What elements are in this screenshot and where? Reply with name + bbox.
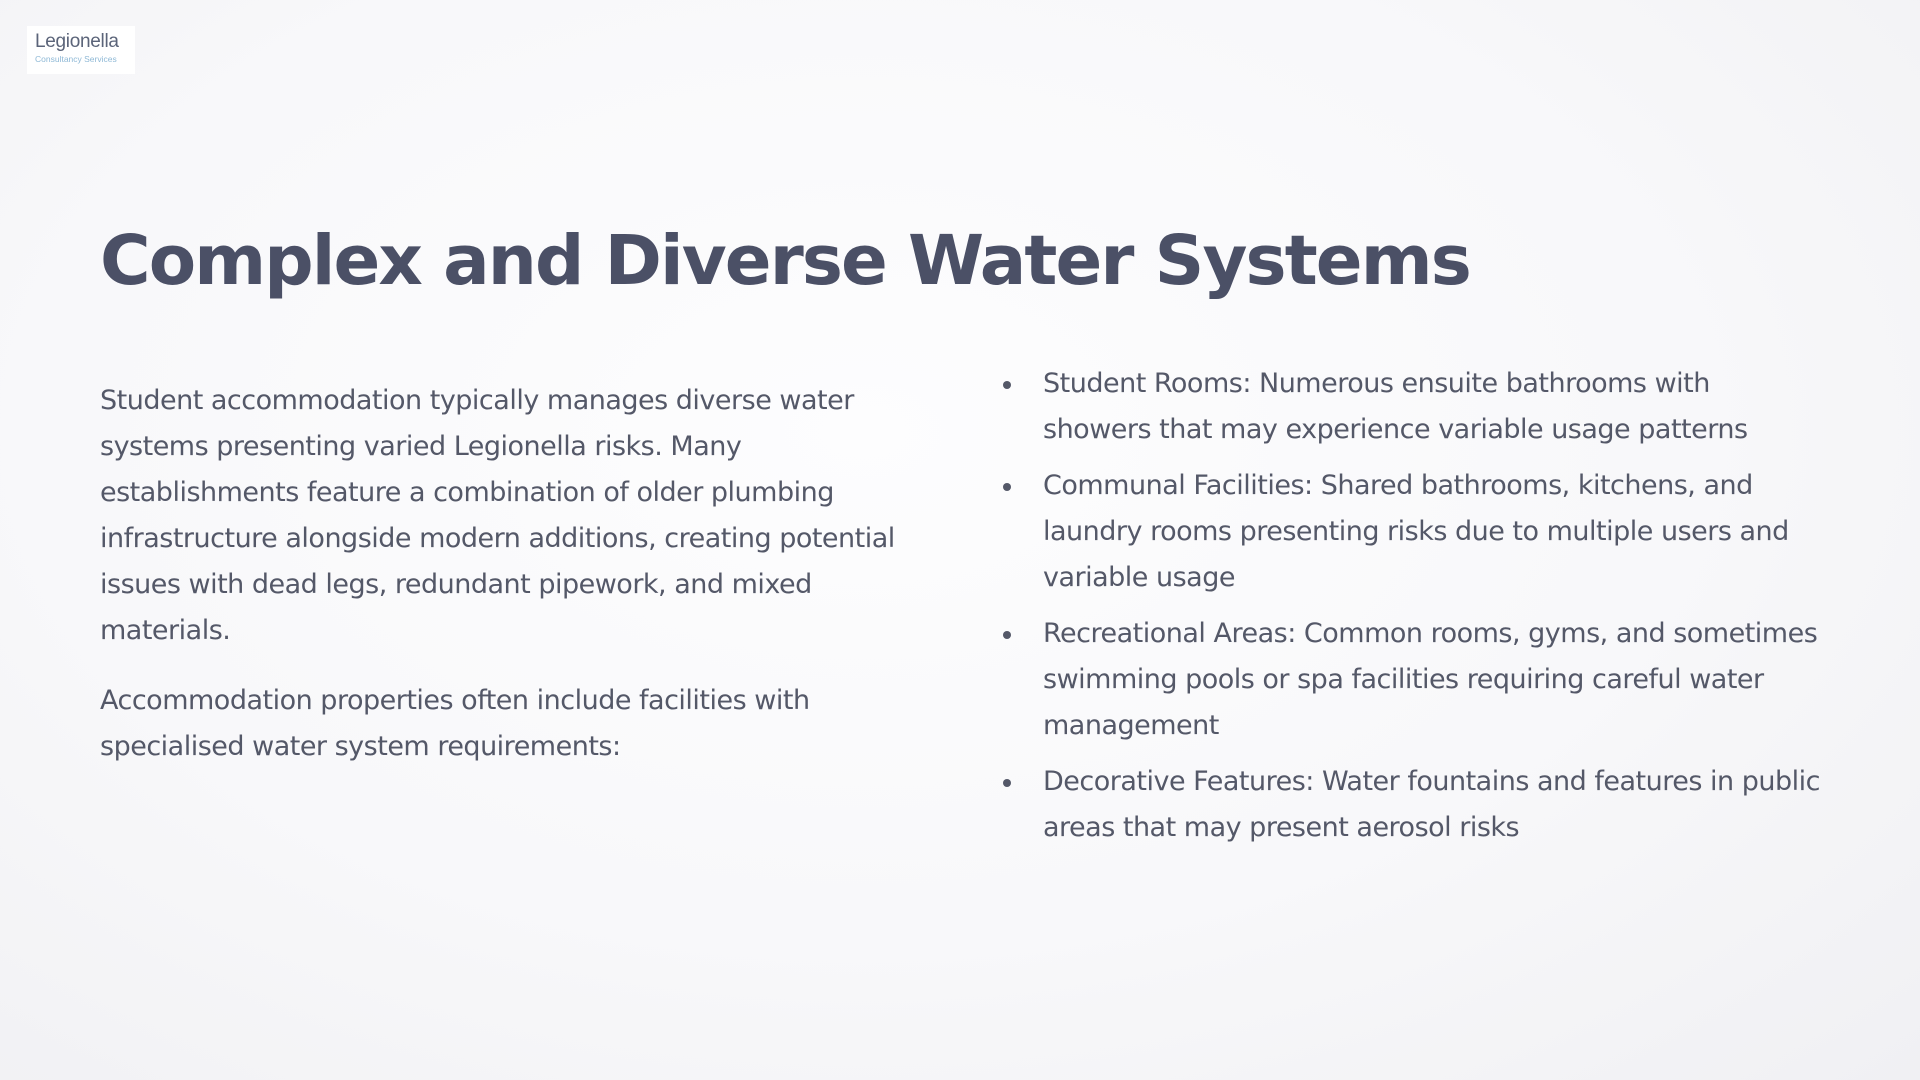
logo-wordmark: Legionella <box>35 31 119 52</box>
facilities-intro-paragraph: Accommodation properties often include facilities with specialised water system requirements: <box>100 685 810 762</box>
company-logo <box>27 26 135 74</box>
logo-tagline: Consultancy Services <box>35 54 117 64</box>
bullet-icon <box>1003 631 1011 639</box>
bullet-icon <box>1003 483 1011 491</box>
facilities-list-column <box>993 361 1823 861</box>
list-item-text: Communal Facilities: Shared bathrooms, kitchens, and laundry rooms presenting risks due to multiple users and variable usage <box>1043 470 1789 593</box>
facilities-bullet-list <box>993 361 1823 851</box>
bullet-icon <box>1003 779 1011 787</box>
list-item-text: Decorative Features: Water fountains and features in public areas that may present aerosol risks <box>1043 766 1820 843</box>
bullet-icon <box>1003 381 1011 389</box>
list-item-text: Recreational Areas: Common rooms, gyms, and sometimes swimming pools or spa facilities requiring careful water management <box>1043 618 1818 741</box>
list-item-recreational-areas <box>993 611 1823 749</box>
list-item-student-rooms <box>993 361 1823 453</box>
list-item-decorative-features <box>993 759 1823 851</box>
intro-paragraph: Student accommodation typically manages diverse water systems presenting varied Legionella risks. Many establishments feature a combination of older plumbing infrastructure alongside modern additions, creating potential issues with dead legs, redundant pipework, and mixed materials. <box>100 385 895 646</box>
list-item-communal-facilities <box>993 463 1823 601</box>
slide-title: Complex and Diverse Water Systems <box>100 221 1470 301</box>
list-item-text: Student Rooms: Numerous ensuite bathrooms with showers that may experience variable usage patterns <box>1043 368 1748 445</box>
intro-text-column <box>100 378 920 794</box>
